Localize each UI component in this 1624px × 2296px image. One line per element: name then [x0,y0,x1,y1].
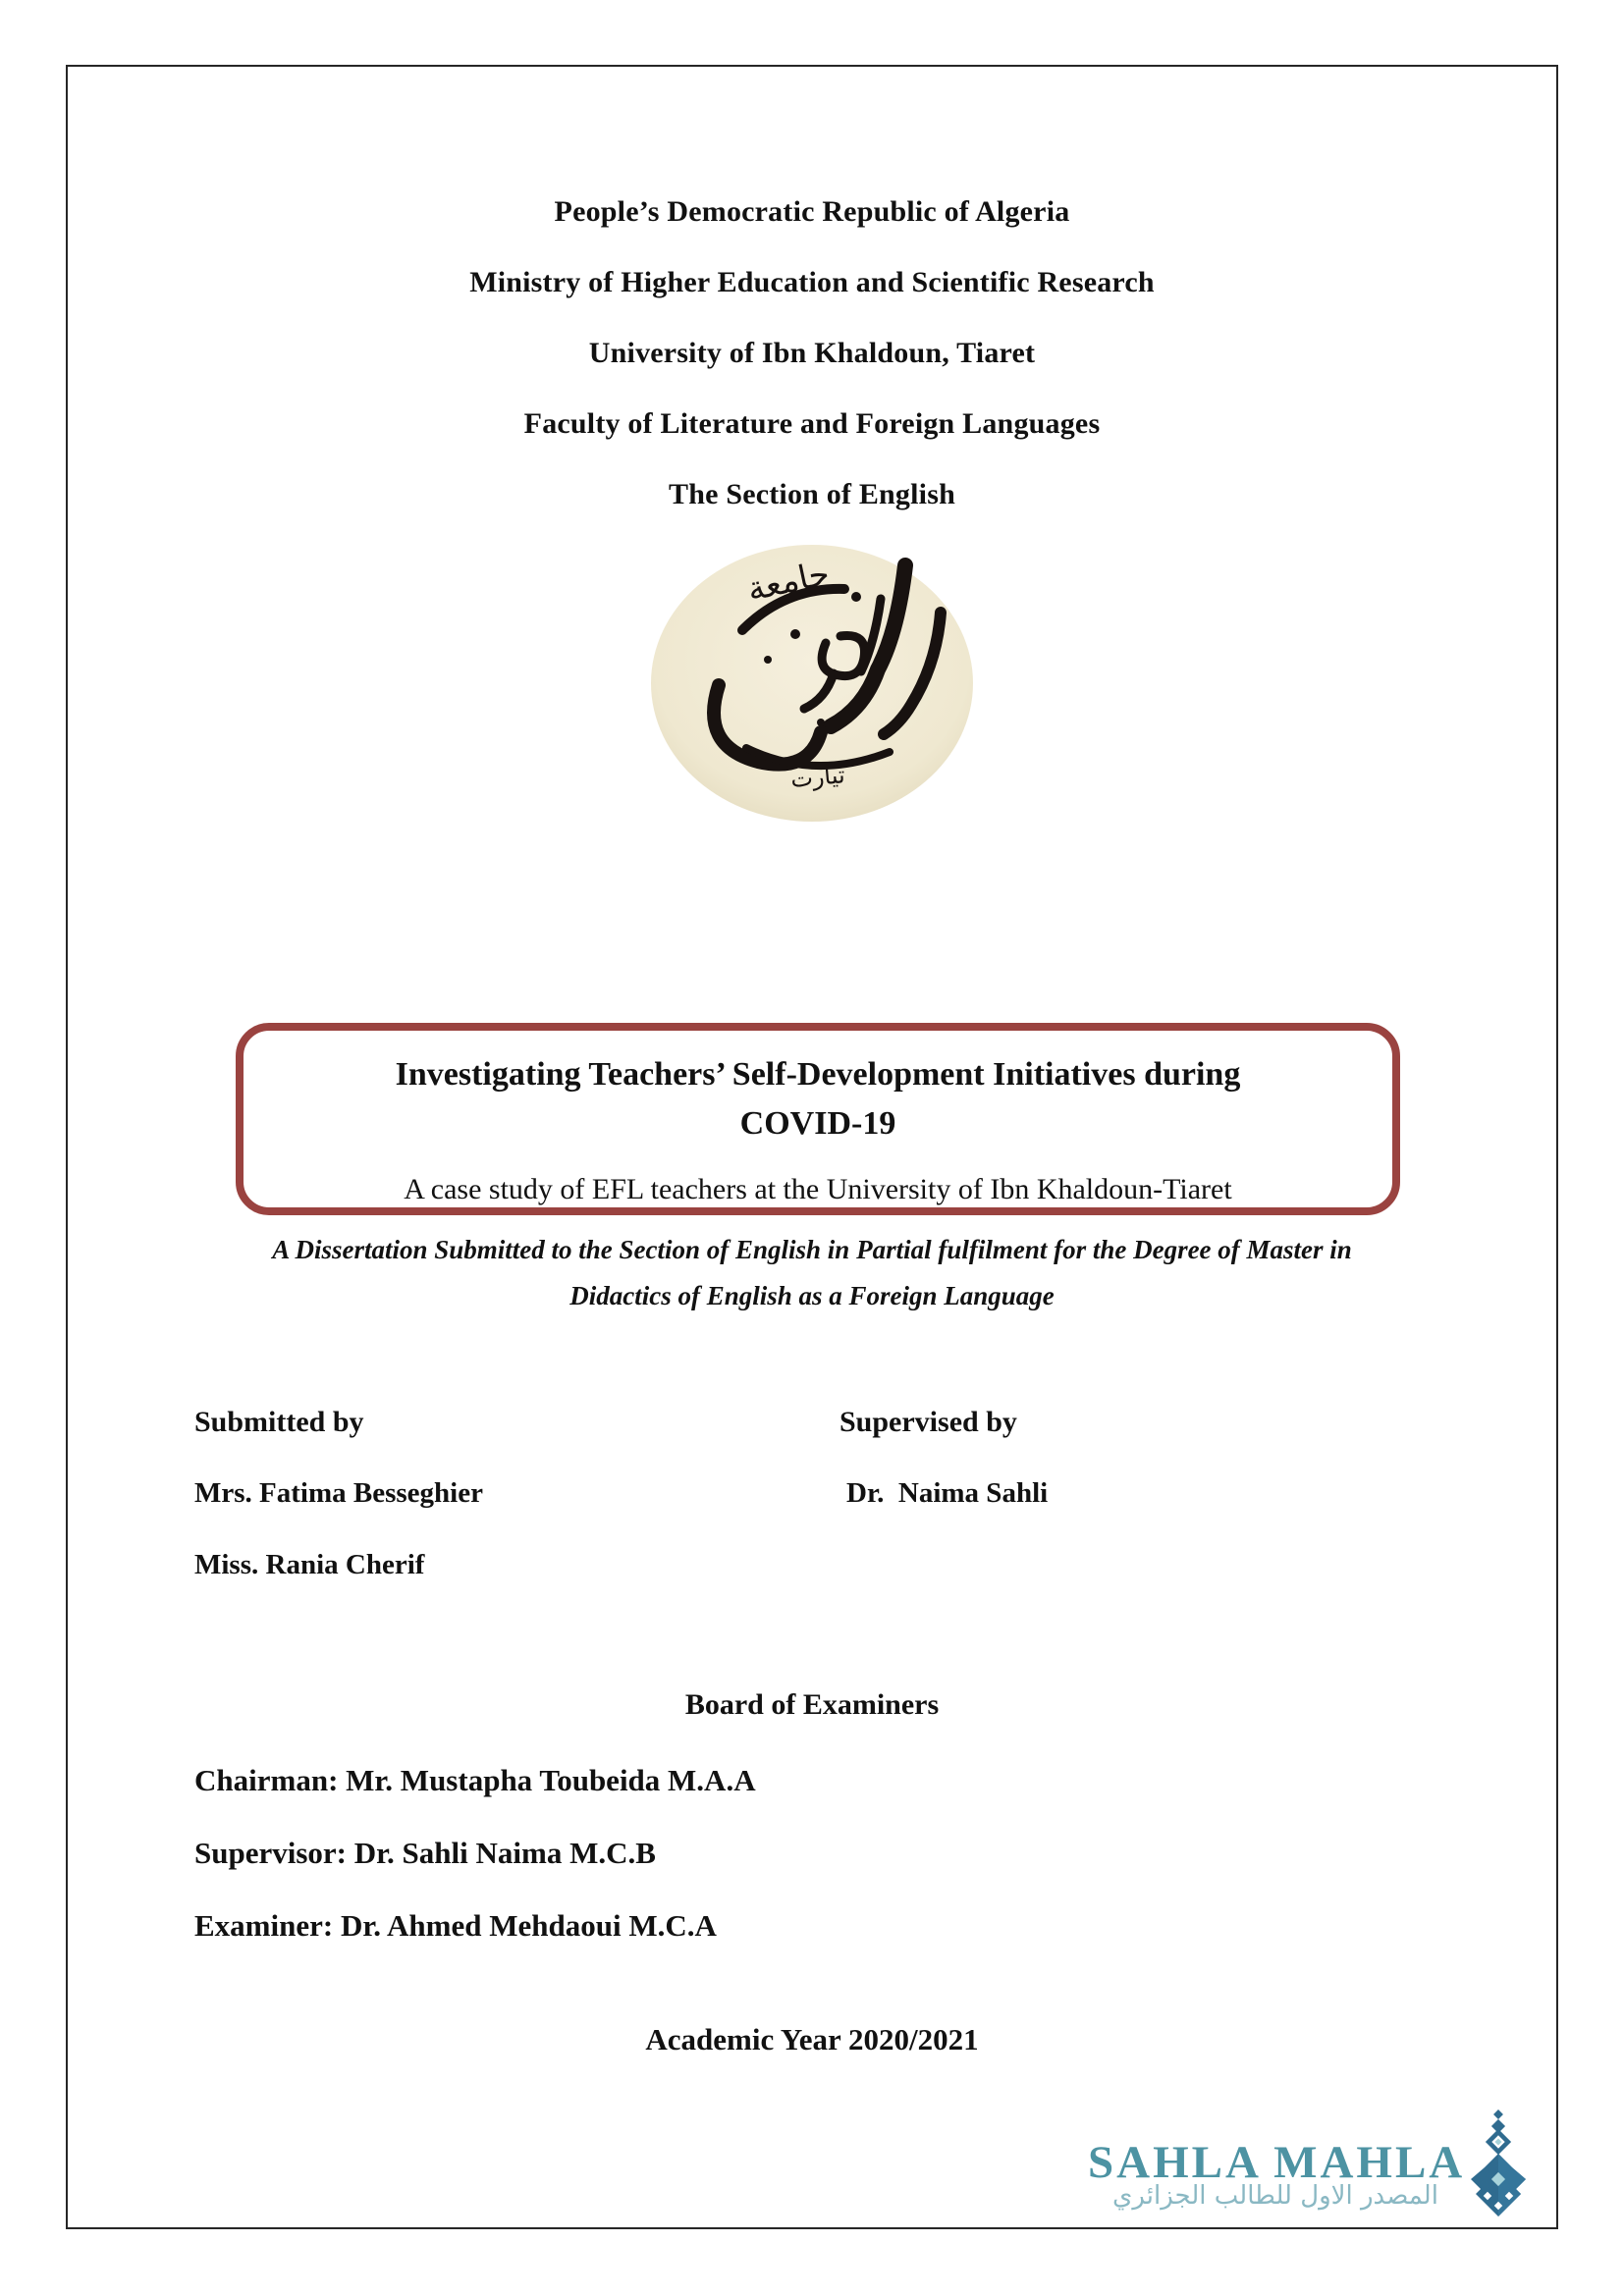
seal-arabic-top-text: جامعة [743,554,834,610]
submitted-name-2: Miss. Rania Cherif [194,1549,425,1580]
header-line-faculty: Faculty of Literature and Foreign Languages [523,407,1101,440]
supervisor-name: Dr. Naima Sahli [846,1477,1049,1509]
university-seal-icon [648,540,976,827]
dissertation-note [154,1227,1470,1319]
sahla-mahla-brand-text: SAHLA MAHLA [1088,2137,1466,2188]
header-line-country: People’s Democratic Republic of Algeria [554,195,1070,228]
dissertation-title-box [236,1023,1400,1215]
board-of-examiners-heading: Board of Examiners [684,1688,940,1721]
dissertation-note-line1: A Dissertation Submitted to the Section of English in Partial fulfilment for the Degree of Master in [272,1235,1352,1264]
university-seal-logo [648,540,976,827]
header-line-ministry: Ministry of Higher Education and Scientific Research [469,266,1155,298]
academic-year: Academic Year 2020/2021 [645,2022,979,2056]
dissertation-note-line2: Didactics of English as a Foreign Language [569,1281,1055,1310]
board-member-chairman: Chairman: Mr. Mustapha Toubeida M.A.A [194,1763,756,1797]
sahla-mahla-arabic-tagline: المصدر الاول للطالب الجزائري [1112,2181,1438,2211]
supervised-by-label: Supervised by [839,1406,1017,1438]
institution-header [0,177,1624,530]
seal-arabic-bottom-text: تيارت [789,761,846,793]
sahla-mahla-kufic-icon [1461,2109,1536,2222]
board-member-examiner: Examiner: Dr. Ahmed Mehdaoui M.C.A [194,1908,717,1943]
header-line-section: The Section of English [669,478,955,510]
submitted-name-1: Mrs. Fatima Besseghier [194,1477,483,1509]
dissertation-subtitle: A case study of EFL teachers at the University of Ibn Khaldoun-Tiaret [404,1173,1232,1205]
sahla-mahla-watermark [1080,2107,1542,2226]
dissertation-title-line2: COVID-19 [739,1105,896,1142]
header-line-university: University of Ibn Khaldoun, Tiaret [588,337,1036,369]
submitted-by-label: Submitted by [194,1406,364,1438]
dissertation-title-line1: Investigating Teachers’ Self-Development Initiatives during [395,1056,1241,1093]
board-member-supervisor: Supervisor: Dr. Sahli Naima M.C.B [194,1836,656,1870]
